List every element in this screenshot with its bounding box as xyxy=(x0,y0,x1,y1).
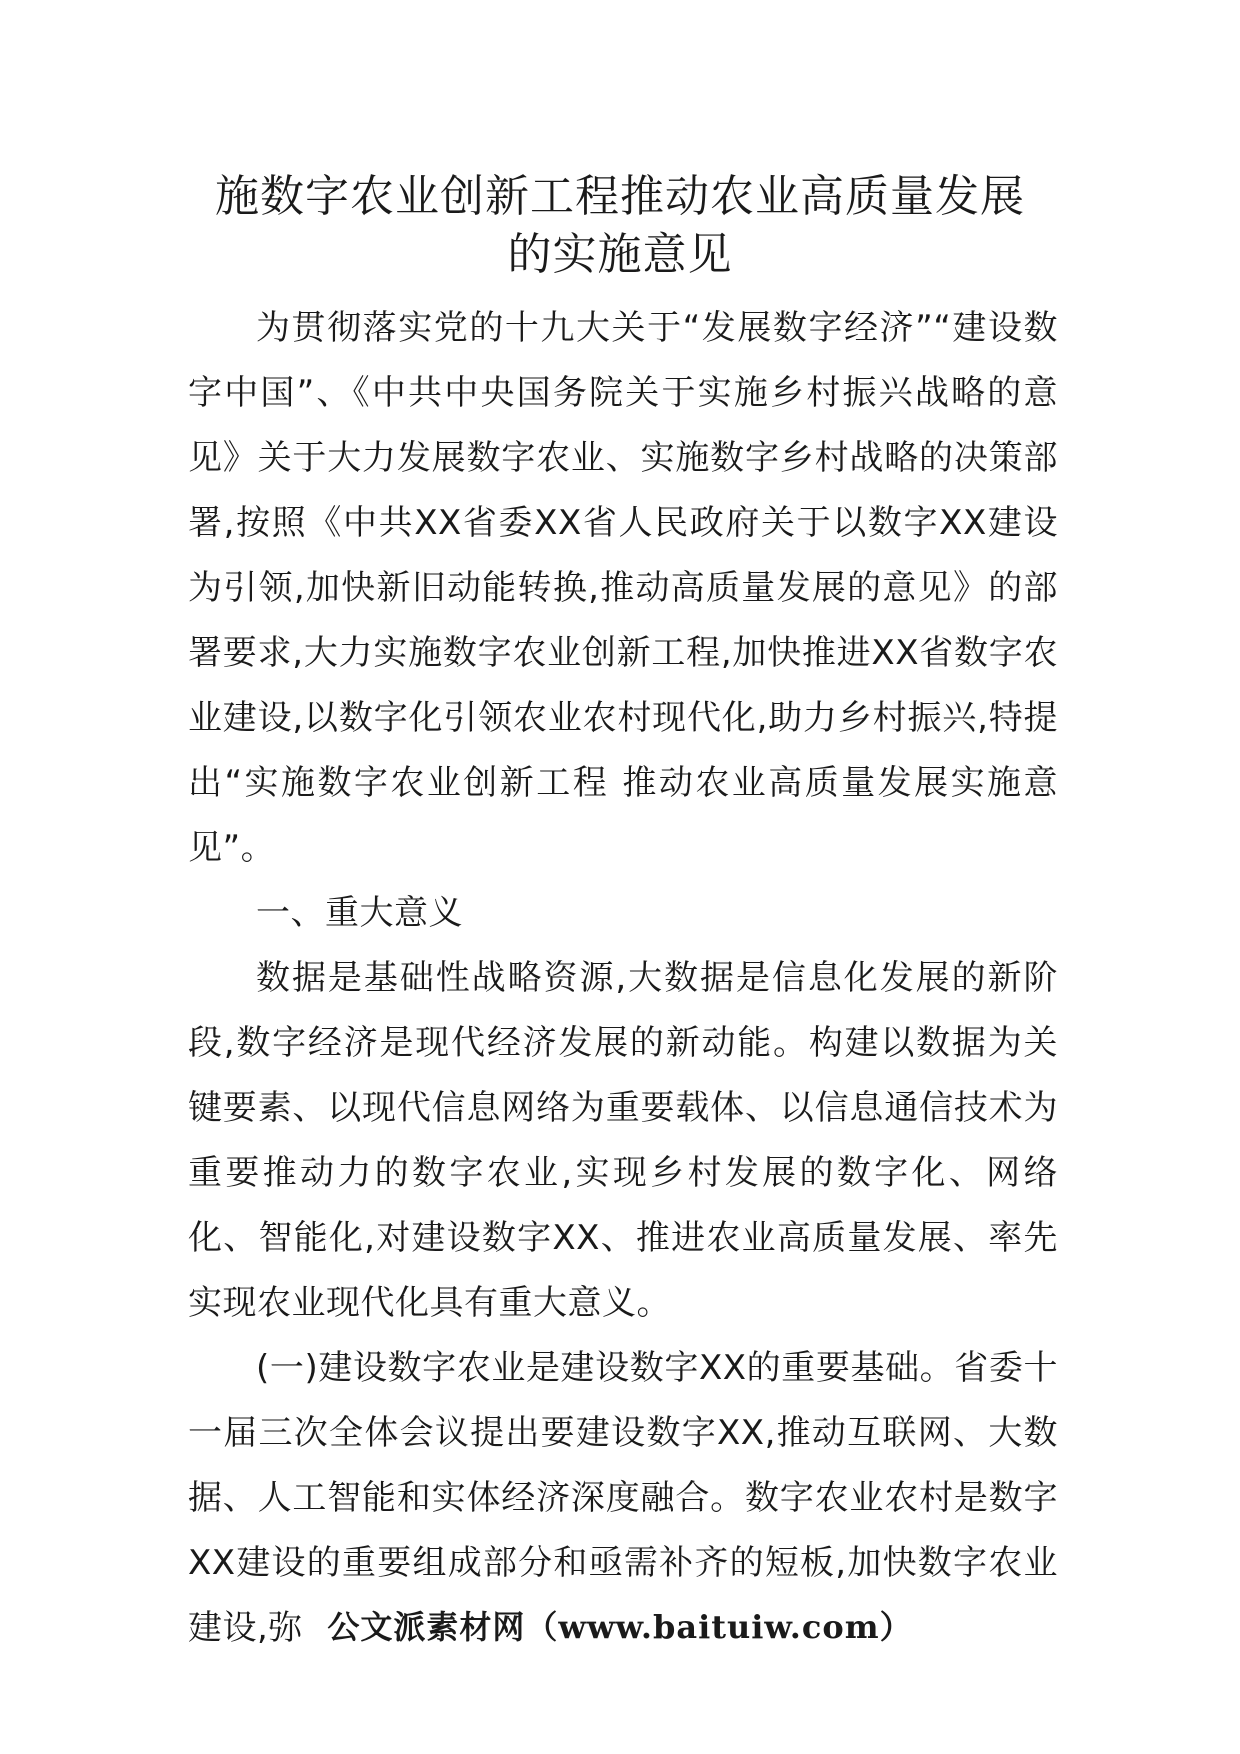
paragraph-significance: 数据是基础性战略资源,大数据是信息化发展的新阶段,数字经济是现代经济发展的新动能。构建以数据为关键要素、以现代信息网络为重要载体、以信息通信技术为重要推动力的数字农业,实现乡村发展的数字化、网络化、智能化,对建设数字XX、推进农业高质量发展、率先实现农业现代化具有重大意义。 xyxy=(188,958,1058,1323)
document-body xyxy=(188,296,1058,1661)
footer-watermark: 公文派素材网（www.baituiw.com） xyxy=(327,1608,913,1646)
document-title xyxy=(150,168,1090,284)
title-line-1: 施数字农业创新工程推动农业高质量发展 xyxy=(215,171,1025,222)
paragraph-intro: 为贯彻落实党的十九大关于“发展数字经济”“建设数字中国”、《中共中央国务院关于实施乡村振兴战略的意见》关于大力发展数字农业、实施数字乡村战略的决策部署,按照《中共XX省委XX省人民政府关于以数字XX建设为引领,加快新旧动能转换,推动高质量发展的意见》的部署要求,大力实施数字农业创新工程,加快推进XX省数字农业建设,以数字化引领农业农村现代化,助力乡村振兴,特提出“实施数字农业创新工程 推动农业高质量发展实施意见”。 xyxy=(188,308,1058,868)
section-heading: 一、重大意义 xyxy=(256,893,463,933)
paragraph-point-1: (一)建设数字农业是建设数字XX的重要基础。省委十一届三次全体会议提出要建设数字XX,推动互联网、大数据、人工智能和实体经济深度融合。数字农业农村是数字XX建设的重要组成部分和亟需补齐的短板,加快数字农业建设,弥 xyxy=(188,1348,1058,1648)
title-line-2: 的实施意见 xyxy=(507,229,733,280)
